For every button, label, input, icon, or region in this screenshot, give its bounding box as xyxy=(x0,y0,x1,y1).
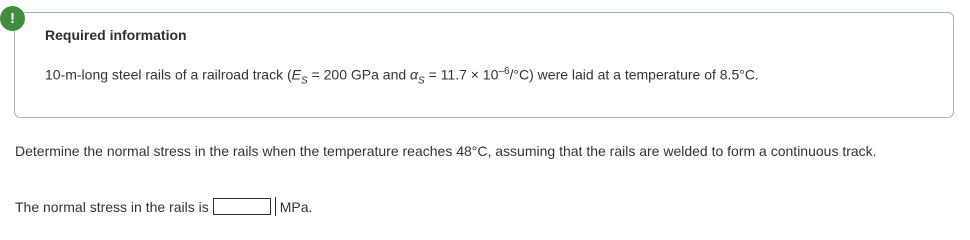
info-text-part1: 10-m-long steel rails of a railroad track ( xyxy=(45,66,292,83)
answer-label: The normal stress in the rails is xyxy=(15,198,209,215)
unit-divider xyxy=(275,197,276,216)
info-text xyxy=(45,66,759,86)
modulus-symbol: E xyxy=(291,66,301,83)
unit-label: MPa. xyxy=(279,198,313,215)
info-title: Required information xyxy=(45,27,187,43)
alpha-symbol: α xyxy=(410,66,419,83)
question-text: Determine the normal stress in the rails when the temperature reaches 48°C, assuming that the rails are welded to form a continuous track. xyxy=(15,143,877,159)
exponent: –6 xyxy=(498,66,510,77)
normal-stress-input[interactable] xyxy=(213,198,271,215)
answer-row xyxy=(15,197,312,216)
info-text-part4: /°C) were laid at a temperature of 8.5°C. xyxy=(509,66,759,83)
modulus-subscript: S xyxy=(301,75,308,87)
alpha-subscript: S xyxy=(418,75,425,87)
alert-icon: ! xyxy=(0,6,25,31)
info-text-part3: = 11.7 × 10 xyxy=(424,66,499,83)
info-text-part2: = 200 GPa and xyxy=(307,66,411,83)
